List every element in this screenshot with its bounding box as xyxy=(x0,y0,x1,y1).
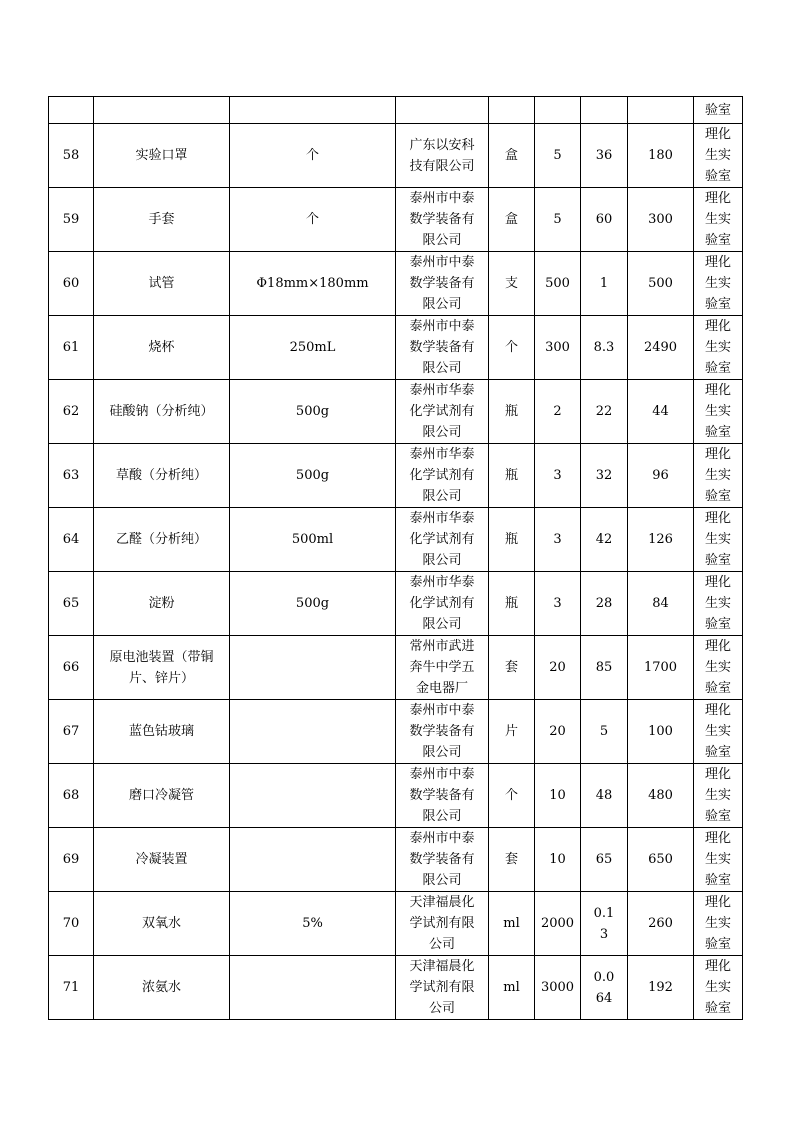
cell-total: 300 xyxy=(628,188,694,252)
cell-no: 62 xyxy=(49,380,94,444)
cell-name: 蓝色钴玻璃 xyxy=(94,700,230,764)
cell-spec: 5% xyxy=(230,892,396,956)
cell-price: 36 xyxy=(581,124,628,188)
cell-total: 44 xyxy=(628,380,694,444)
cell-total: 180 xyxy=(628,124,694,188)
cell-location: 理化 生实 验室 xyxy=(694,700,743,764)
cell-price: 8.3 xyxy=(581,316,628,380)
cell-qty xyxy=(535,97,581,124)
cell-price: 28 xyxy=(581,572,628,636)
cell-supplier: 泰州市中泰 数学装备有 限公司 xyxy=(396,828,489,892)
cell-total: 260 xyxy=(628,892,694,956)
cell-spec: 个 xyxy=(230,188,396,252)
cell-no: 64 xyxy=(49,508,94,572)
equipment-table xyxy=(48,96,743,1020)
cell-spec: 个 xyxy=(230,124,396,188)
cell-unit: ml xyxy=(489,956,535,1020)
cell-total: 650 xyxy=(628,828,694,892)
cell-supplier: 常州市武进 奔牛中学五 金电器厂 xyxy=(396,636,489,700)
cell-unit: 支 xyxy=(489,252,535,316)
cell-name: 硅酸钠（分析纯） xyxy=(94,380,230,444)
cell-total: 2490 xyxy=(628,316,694,380)
table-row xyxy=(49,764,743,828)
cell-location: 理化 生实 验室 xyxy=(694,764,743,828)
cell-no: 65 xyxy=(49,572,94,636)
cell-supplier: 泰州市中泰 数学装备有 限公司 xyxy=(396,764,489,828)
cell-location: 理化 生实 验室 xyxy=(694,956,743,1020)
cell-qty: 3 xyxy=(535,444,581,508)
cell-qty: 20 xyxy=(535,636,581,700)
cell-unit: 瓶 xyxy=(489,508,535,572)
cell-unit: 个 xyxy=(489,316,535,380)
cell-no: 61 xyxy=(49,316,94,380)
cell-total: 192 xyxy=(628,956,694,1020)
cell-supplier: 泰州市中泰 数学装备有 限公司 xyxy=(396,316,489,380)
cell-spec xyxy=(230,636,396,700)
cell-total: 1700 xyxy=(628,636,694,700)
cell-price: 85 xyxy=(581,636,628,700)
cell-no: 68 xyxy=(49,764,94,828)
cell-no: 59 xyxy=(49,188,94,252)
cell-spec xyxy=(230,956,396,1020)
cell-location: 理化 生实 验室 xyxy=(694,188,743,252)
cell-qty: 3000 xyxy=(535,956,581,1020)
cell-qty: 5 xyxy=(535,188,581,252)
cell-unit: 个 xyxy=(489,764,535,828)
cell-qty: 10 xyxy=(535,828,581,892)
cell-name: 原电池装置（带铜 片、锌片） xyxy=(94,636,230,700)
cell-spec: Φ18mm×180mm xyxy=(230,252,396,316)
table-row xyxy=(49,380,743,444)
cell-qty: 10 xyxy=(535,764,581,828)
cell-price: 0.1 3 xyxy=(581,892,628,956)
cell-no: 66 xyxy=(49,636,94,700)
cell-no: 70 xyxy=(49,892,94,956)
cell-name: 乙醛（分析纯） xyxy=(94,508,230,572)
cell-supplier: 天津福晨化 学试剂有限 公司 xyxy=(396,956,489,1020)
cell-spec: 500g xyxy=(230,380,396,444)
cell-name: 试管 xyxy=(94,252,230,316)
table-row-continued xyxy=(49,97,743,124)
cell-location: 理化 生实 验室 xyxy=(694,828,743,892)
cell-supplier: 泰州市中泰 数学装备有 限公司 xyxy=(396,700,489,764)
cell-name: 烧杯 xyxy=(94,316,230,380)
cell-total: 100 xyxy=(628,700,694,764)
table-row xyxy=(49,316,743,380)
table-row xyxy=(49,188,743,252)
table-row xyxy=(49,828,743,892)
cell-location: 理化 生实 验室 xyxy=(694,508,743,572)
cell-name: 双氧水 xyxy=(94,892,230,956)
cell-qty: 3 xyxy=(535,508,581,572)
cell-unit: 套 xyxy=(489,636,535,700)
cell-supplier xyxy=(396,97,489,124)
cell-spec: 500g xyxy=(230,444,396,508)
cell-location: 理化 生实 验室 xyxy=(694,892,743,956)
cell-location: 理化 生实 验室 xyxy=(694,380,743,444)
cell-spec xyxy=(230,828,396,892)
table-row xyxy=(49,956,743,1020)
table-row xyxy=(49,508,743,572)
cell-name: 浓氨水 xyxy=(94,956,230,1020)
cell-spec xyxy=(230,97,396,124)
cell-total: 126 xyxy=(628,508,694,572)
cell-location: 理化 生实 验室 xyxy=(694,252,743,316)
cell-name: 实验口罩 xyxy=(94,124,230,188)
cell-qty: 500 xyxy=(535,252,581,316)
cell-price: 65 xyxy=(581,828,628,892)
cell-spec xyxy=(230,700,396,764)
table-row xyxy=(49,700,743,764)
cell-qty: 2 xyxy=(535,380,581,444)
table-row xyxy=(49,572,743,636)
cell-total: 500 xyxy=(628,252,694,316)
cell-qty: 20 xyxy=(535,700,581,764)
cell-price: 32 xyxy=(581,444,628,508)
cell-no: 67 xyxy=(49,700,94,764)
cell-no xyxy=(49,97,94,124)
cell-price: 42 xyxy=(581,508,628,572)
cell-location: 理化 生实 验室 xyxy=(694,572,743,636)
cell-price: 0.0 64 xyxy=(581,956,628,1020)
cell-unit: 瓶 xyxy=(489,572,535,636)
cell-price xyxy=(581,97,628,124)
table-row xyxy=(49,444,743,508)
cell-spec: 250mL xyxy=(230,316,396,380)
cell-no: 63 xyxy=(49,444,94,508)
cell-total: 96 xyxy=(628,444,694,508)
cell-name: 淀粉 xyxy=(94,572,230,636)
table-row xyxy=(49,252,743,316)
cell-supplier: 泰州市华泰 化学试剂有 限公司 xyxy=(396,444,489,508)
cell-supplier: 泰州市华泰 化学试剂有 限公司 xyxy=(396,380,489,444)
cell-no: 60 xyxy=(49,252,94,316)
cell-spec: 500g xyxy=(230,572,396,636)
cell-qty: 300 xyxy=(535,316,581,380)
cell-supplier: 广东以安科 技有限公司 xyxy=(396,124,489,188)
cell-no: 71 xyxy=(49,956,94,1020)
cell-qty: 3 xyxy=(535,572,581,636)
cell-location: 理化 生实 验室 xyxy=(694,124,743,188)
cell-location: 理化 生实 验室 xyxy=(694,316,743,380)
cell-unit: 瓶 xyxy=(489,444,535,508)
cell-total xyxy=(628,97,694,124)
cell-price: 22 xyxy=(581,380,628,444)
cell-spec xyxy=(230,764,396,828)
cell-name: 磨口冷凝管 xyxy=(94,764,230,828)
cell-supplier: 泰州市中泰 数学装备有 限公司 xyxy=(396,188,489,252)
cell-unit: 瓶 xyxy=(489,380,535,444)
cell-no: 69 xyxy=(49,828,94,892)
cell-total: 480 xyxy=(628,764,694,828)
table-row xyxy=(49,892,743,956)
cell-price: 48 xyxy=(581,764,628,828)
cell-qty: 5 xyxy=(535,124,581,188)
cell-unit: 盒 xyxy=(489,124,535,188)
cell-unit: 套 xyxy=(489,828,535,892)
cell-unit xyxy=(489,97,535,124)
cell-spec: 500ml xyxy=(230,508,396,572)
cell-location: 验室 xyxy=(694,97,743,124)
cell-name: 草酸（分析纯） xyxy=(94,444,230,508)
cell-price: 1 xyxy=(581,252,628,316)
cell-price: 5 xyxy=(581,700,628,764)
cell-location: 理化 生实 验室 xyxy=(694,444,743,508)
cell-unit: 片 xyxy=(489,700,535,764)
cell-location: 理化 生实 验室 xyxy=(694,636,743,700)
cell-unit: 盒 xyxy=(489,188,535,252)
cell-no: 58 xyxy=(49,124,94,188)
cell-name: 冷凝装置 xyxy=(94,828,230,892)
table-row xyxy=(49,124,743,188)
cell-supplier: 天津福晨化 学试剂有限 公司 xyxy=(396,892,489,956)
cell-price: 60 xyxy=(581,188,628,252)
cell-supplier: 泰州市中泰 数学装备有 限公司 xyxy=(396,252,489,316)
cell-name xyxy=(94,97,230,124)
cell-total: 84 xyxy=(628,572,694,636)
cell-unit: ml xyxy=(489,892,535,956)
cell-name: 手套 xyxy=(94,188,230,252)
cell-qty: 2000 xyxy=(535,892,581,956)
cell-supplier: 泰州市华泰 化学试剂有 限公司 xyxy=(396,572,489,636)
cell-supplier: 泰州市华泰 化学试剂有 限公司 xyxy=(396,508,489,572)
table-row xyxy=(49,636,743,700)
